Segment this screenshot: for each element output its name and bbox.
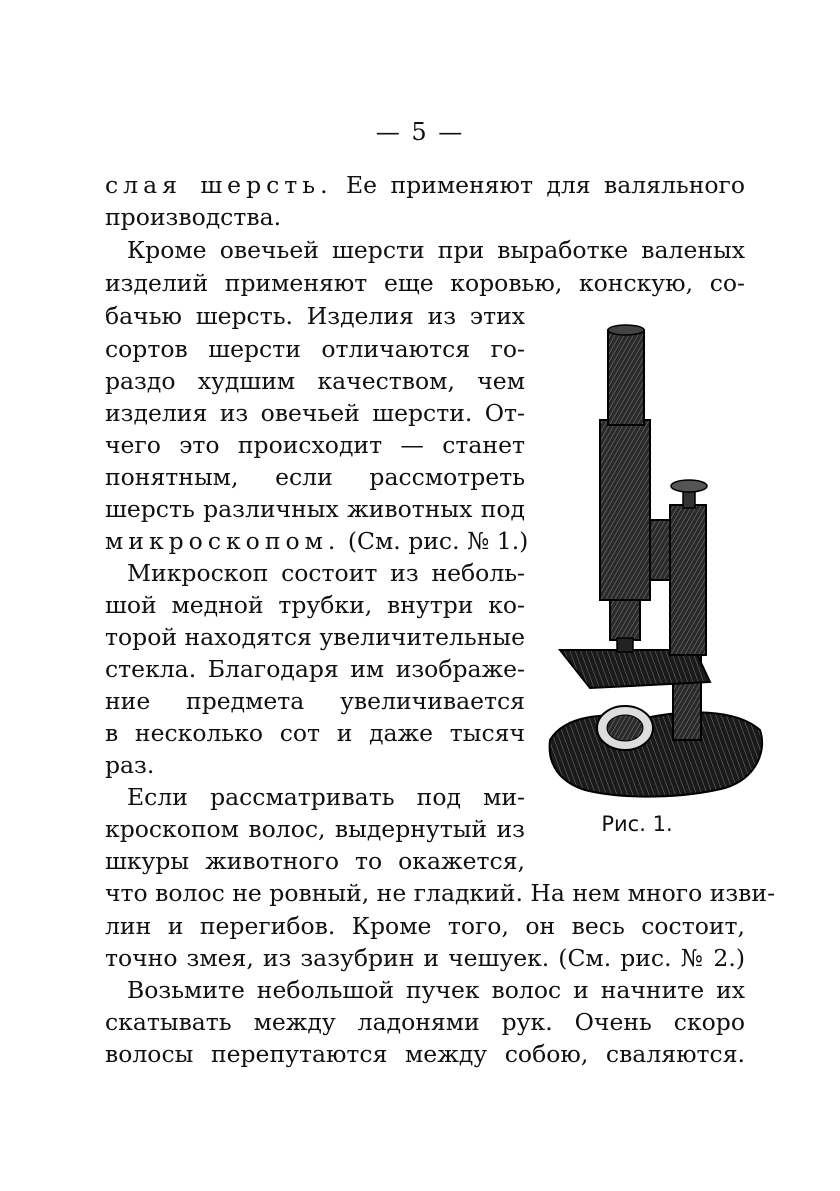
text-line: шкуры животного то окажется, xyxy=(105,847,525,875)
text-line: Возьмите небольшой пучек волос и начните их xyxy=(127,976,745,1004)
microscope-base xyxy=(550,712,763,796)
microscope-tube xyxy=(600,420,650,600)
text-line xyxy=(105,524,529,558)
text-line: Микроскоп состоит из неболь- xyxy=(127,559,525,587)
text-line xyxy=(105,168,745,202)
text-line: в несколько сот и даже тысяч xyxy=(105,719,525,747)
text-line: производства. xyxy=(105,203,282,231)
text-line: Кроме овечьей шерсти при выработке валеных xyxy=(127,236,745,264)
text-line: шой медной трубки, внутри ко- xyxy=(105,591,525,619)
text-span: Ее применяют для валяльного xyxy=(332,171,745,199)
microscope-drawing xyxy=(545,320,770,810)
text-line: Если рассматривать под ми- xyxy=(127,783,525,811)
text-span: (См. рис. № 1.) xyxy=(340,527,529,555)
text-line: точно змея, из зазубрин и чешуек. (См. рис. № 2.) xyxy=(105,944,745,972)
text-line: раздо худшим качеством, чем xyxy=(105,367,525,395)
microscope-objective xyxy=(610,600,640,640)
spaced-text: слая шерсть. xyxy=(105,171,333,199)
microscope-illustration xyxy=(545,320,770,810)
microscope-arm xyxy=(670,505,706,655)
text-line: бачью шерсть. Изделия из этих xyxy=(105,302,525,330)
spaced-text: микроскопом. xyxy=(105,527,341,555)
microscope-eyepiece xyxy=(608,330,644,425)
text-line: изделия из овечьей шерсти. От- xyxy=(105,399,525,427)
text-line: торой находятся увеличительные xyxy=(105,623,525,651)
focus-knob xyxy=(671,480,707,492)
text-line: лин и перегибов. Кроме того, он весь состоит, xyxy=(105,912,745,940)
text-line: сортов шерсти отличаются го- xyxy=(105,335,525,363)
text-line: чего это происходит — станет xyxy=(105,431,525,459)
figure-caption: Рис. 1. xyxy=(601,812,673,836)
text-line: понятным, если рассмотреть xyxy=(105,463,525,491)
page-number: — 5 — xyxy=(375,118,465,146)
text-line: раз. xyxy=(105,751,155,779)
text-line: скатывать между ладонями рук. Очень скоро xyxy=(105,1008,745,1036)
text-line: что волос не ровный, не гладкий. На нем много изви- xyxy=(105,879,776,907)
text-line: шерсть различных животных под xyxy=(105,495,525,523)
text-line: стекла. Благодаря им изображе- xyxy=(105,655,525,683)
text-line: волосы перепутаются между собою, сваляются. xyxy=(105,1040,745,1068)
text-line: ние предмета увеличивается xyxy=(105,687,525,715)
text-line: кроскопом волос, выдернутый из xyxy=(105,815,525,843)
text-line: изделий применяют еще коровью, конскую, со- xyxy=(105,269,745,297)
